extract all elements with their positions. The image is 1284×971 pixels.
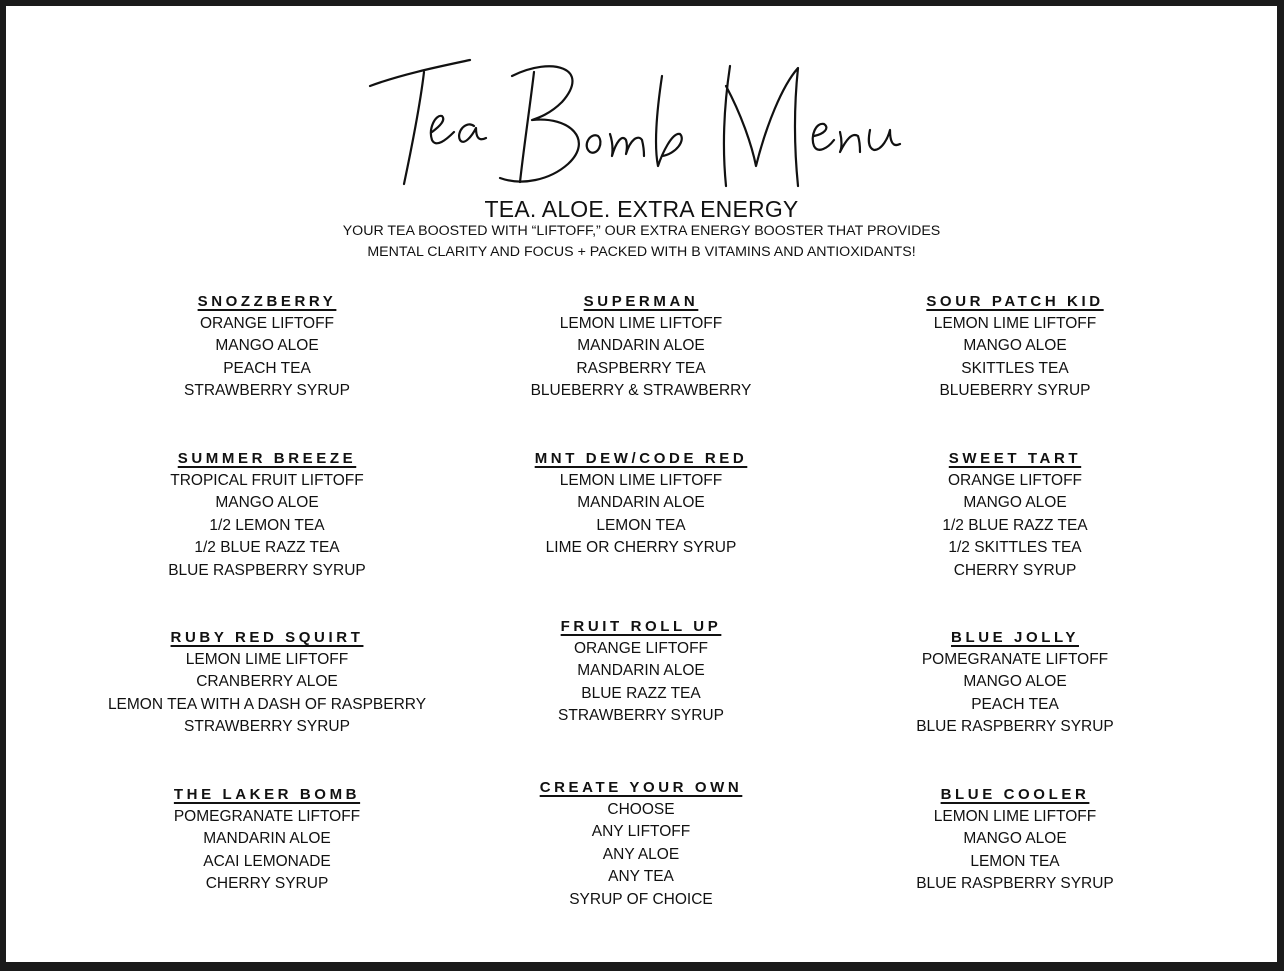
drink-ingredient: LEMON TEA [970,852,1060,870]
drink-ingredient: 1/2 LEMON TEA [209,516,325,534]
drink-name: SUMMER BREEZE [177,450,357,467]
drink-name: FRUIT ROLL UP [560,618,722,635]
drink-ingredient: SKITTLES TEA [961,359,1069,377]
drink-ingredient: MANDARIN ALOE [203,830,331,848]
drink-card [461,616,821,728]
drink-ingredient: ANY LIFTOFF [591,823,691,841]
drink-ingredient: LEMON TEA [596,516,686,534]
drink-ingredient: ORANGE LIFTOFF [573,640,709,657]
drink-card [461,777,821,911]
drink-ingredient: BLUE RASPBERRY SYRUP [168,561,366,579]
drink-ingredient: CHOOSE [607,801,675,818]
drink-ingredient: PEACH TEA [223,359,311,377]
drink-ingredient: LEMON LIME LIFTOFF [559,472,723,489]
drink-ingredient: STRAWBERRY SYRUP [184,718,350,736]
menu-tagline-line-2: MENTAL CLARITY AND FOCUS + PACKED WITH B VITAMINS AND ANTIOXIDANTS! [367,244,916,260]
drink-ingredient: 1/2 BLUE RAZZ TEA [942,516,1088,534]
drink-ingredient: POMEGRANATE LIFTOFF [921,651,1109,668]
drink-ingredient: TROPICAL FRUIT LIFTOFF [170,472,364,489]
drink-card [835,784,1195,896]
drink-card [87,291,447,403]
drink-ingredient: CHERRY SYRUP [205,875,329,893]
drink-ingredient: ANY TEA [608,868,674,886]
drink-card [87,627,447,739]
drink-ingredient: BLUEBERRY SYRUP [939,382,1091,400]
drink-ingredient: MANGO ALOE [963,494,1067,512]
drink-card [835,627,1195,739]
drink-ingredient: BLUEBERRY & STRAWBERRY [530,382,752,400]
drink-ingredient: MANGO ALOE [215,337,319,355]
drink-ingredient: LEMON LIME LIFTOFF [933,315,1097,332]
drink-ingredient: LEMON LIME LIFTOFF [185,651,349,668]
drink-name: CREATE YOUR OWN [539,779,743,796]
drink-ingredient: MANDARIN ALOE [577,494,705,512]
drink-card [835,448,1195,582]
menu-page [6,6,1277,962]
drink-ingredient: MANDARIN ALOE [577,662,705,680]
drink-ingredient: STRAWBERRY SYRUP [558,707,724,725]
menu-title [6,36,1277,206]
drink-name: BLUE JOLLY [951,629,1079,646]
drink-ingredient: MANGO ALOE [963,337,1067,355]
menu-subtitle: TEA. ALOE. EXTRA ENERGY [484,196,799,222]
drink-ingredient: LEMON LIME LIFTOFF [933,808,1097,825]
drink-ingredient: LEMON LIME LIFTOFF [559,315,723,332]
drink-ingredient: 1/2 SKITTLES TEA [948,539,1082,557]
drink-ingredient: MANGO ALOE [963,673,1067,691]
drink-card [461,291,821,403]
drink-ingredient: ORANGE LIFTOFF [947,472,1083,489]
drink-name: THE LAKER BOMB [173,786,361,803]
drink-name: BLUE COOLER [940,786,1090,803]
drink-ingredient: ORANGE LIFTOFF [199,315,335,332]
drink-ingredient: POMEGRANATE LIFTOFF [173,808,361,825]
drink-ingredient: BLUE RASPBERRY SYRUP [916,718,1114,736]
drink-ingredient: ANY ALOE [602,845,680,863]
drink-ingredient: BLUE RASPBERRY SYRUP [916,875,1114,893]
drink-ingredient: CRANBERRY ALOE [196,673,338,691]
drink-name: SNOZZBERRY [197,293,337,310]
drink-ingredient: PEACH TEA [971,695,1059,713]
drink-ingredient: SYRUP OF CHOICE [569,890,713,908]
drink-name: RUBY RED SQUIRT [170,629,364,646]
drink-ingredient: CHERRY SYRUP [953,561,1077,579]
menu-tagline-line-1: YOUR TEA BOOSTED WITH “LIFTOFF,” OUR EXTRA ENERGY BOOSTER THAT PROVIDES [342,223,941,239]
drink-ingredient: STRAWBERRY SYRUP [184,382,350,400]
drink-ingredient: LEMON TEA WITH A DASH OF RASPBERRY [107,695,427,713]
drink-name: SUPERMAN [583,293,699,310]
drink-card [461,448,821,560]
drink-ingredient: BLUE RAZZ TEA [581,684,701,702]
drink-ingredient: 1/2 BLUE RAZZ TEA [194,539,340,557]
drink-card [87,784,447,896]
drink-card [835,291,1195,403]
drink-ingredient: LIME OR CHERRY SYRUP [545,539,737,557]
drink-name: SOUR PATCH KID [926,293,1104,310]
drink-ingredient: RASPBERRY TEA [576,359,706,377]
drink-ingredient: MANDARIN ALOE [577,337,705,355]
drink-name: MNT DEW/CODE RED [534,450,748,467]
drink-name: SWEET TART [948,450,1082,467]
drink-ingredient: ACAI LEMONADE [203,852,331,870]
script-title-lettering [362,36,922,196]
drink-ingredient: MANGO ALOE [215,494,319,512]
drink-ingredient: MANGO ALOE [963,830,1067,848]
drink-card [87,448,447,582]
